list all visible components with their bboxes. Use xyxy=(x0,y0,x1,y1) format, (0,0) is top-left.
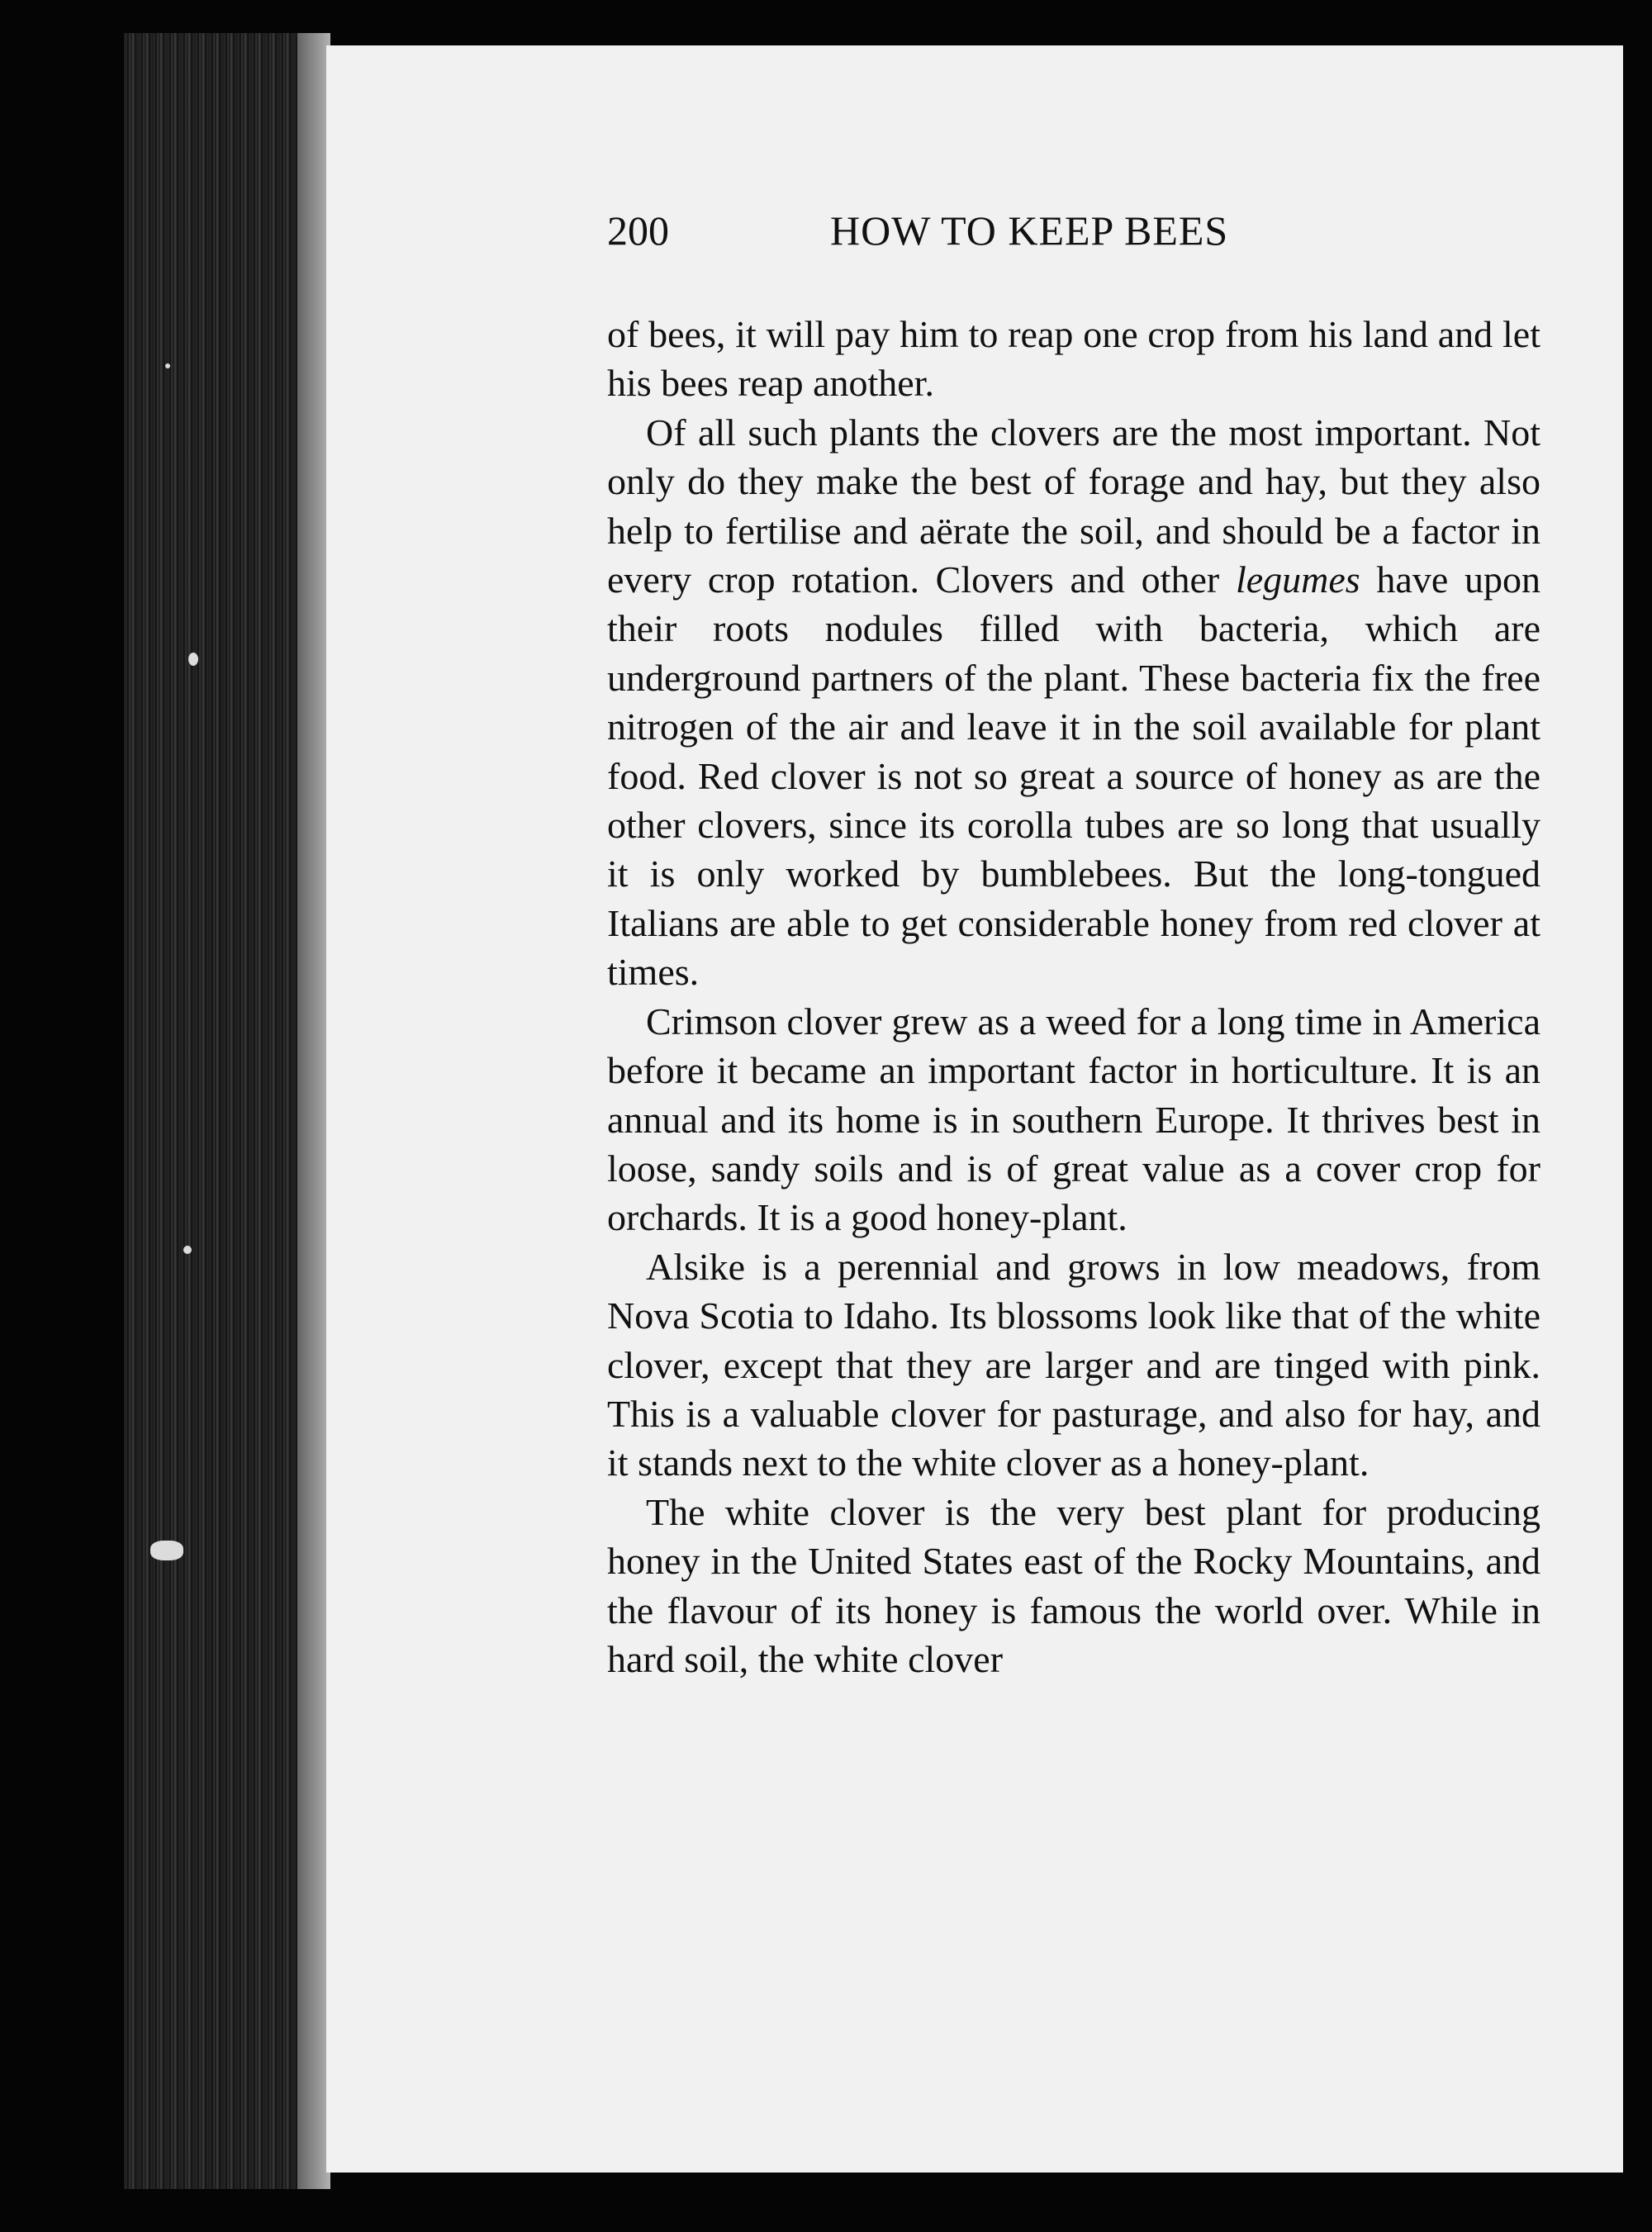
paragraph-1: of bees, it will pay him to reap one crop from his land and let his bees reap another. xyxy=(607,313,1540,405)
page-header xyxy=(607,207,1540,264)
paragraph-2-text-after: have upon their roots nodules filled with bacteria, which are underground partners of the plant. These bacteria fix the free nitrogen of the air and leave it in the soil available for plant food. Red clover is not so great a source of honey as are the other clovers, since its corolla tubes are so long that usually it is only worked by bumblebees. But the long-tongued Italians are able to get considerable honey from red clover at times. xyxy=(607,558,1540,994)
paragraph-5: The white clover is the very best plant for producing honey in the United States east of the Rocky Mountains, and the flavour of its honey is famous the world over. While in hard soil, the white clover xyxy=(607,1490,1540,1680)
paragraph-2-italic-term: legumes xyxy=(1235,558,1360,601)
scan-speck xyxy=(183,1246,192,1254)
paragraph-4: Alsike is a perennial and grows in low meadows, from Nova Scotia to Idaho. Its blossoms look like that of the white clover, except that they are larger and are tinged with pink. This is a valuable clover for pasturage, and also for hay, and it stands next to the white clover as a honey-plant. xyxy=(607,1245,1540,1484)
paragraph-2 xyxy=(607,408,1540,997)
scan-speck xyxy=(188,653,198,666)
paragraph-2-text-before: Of all such plants the clovers are the most important. Not only do they make the best of forage and hay, but they also help to fertilise and aërate the soil, and should be a factor in every crop rotation. Clovers and other xyxy=(607,411,1540,601)
page-number: 200 xyxy=(607,207,669,254)
running-head: HOW TO KEEP BEES xyxy=(830,207,1229,254)
body-text xyxy=(607,310,1540,1683)
scan-speck xyxy=(150,1541,183,1560)
paragraph-3: Crimson clover grew as a weed for a long time in America before it became an important factor in horticulture. It is an annual and its home is in southern Europe. It thrives best in loose, sandy soils and is of great value as a cover crop for orchards. It is a good honey-plant. xyxy=(607,1000,1540,1239)
book-page-edges xyxy=(124,33,330,2189)
scan-speck xyxy=(165,363,170,368)
